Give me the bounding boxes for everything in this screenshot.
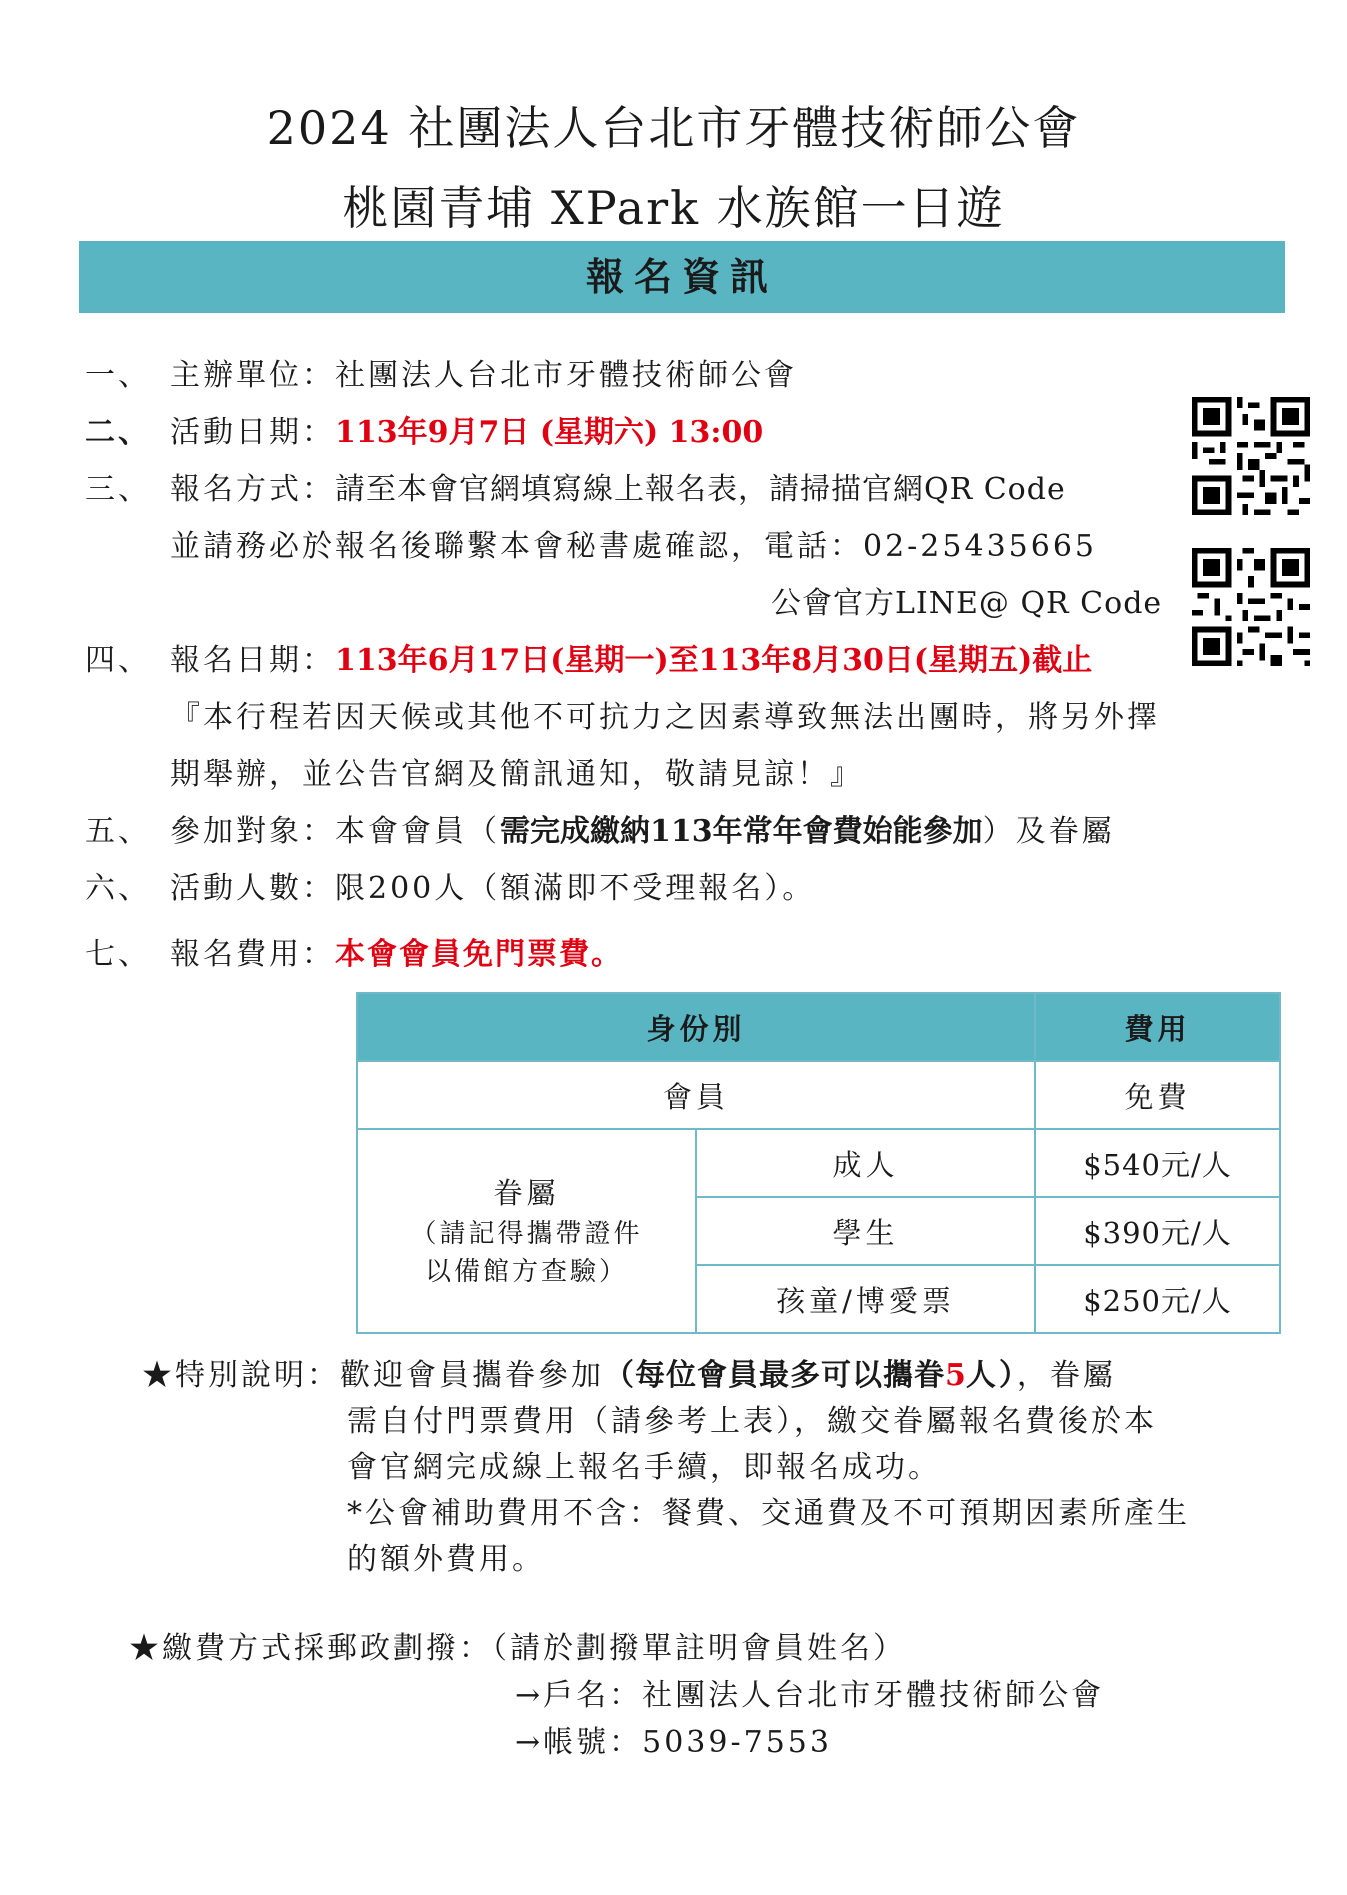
title-line-1: 2024 社團法人台北市牙體技術師公會 <box>266 101 1081 155</box>
weather-note-line-1: 『本行程若因天候或其他不可抗力之因素導致無法出團時，將另外擇 <box>170 700 1160 735</box>
table-row <box>357 1129 1280 1197</box>
event-date-value: 113年9月7日 (星期六) 13:00 <box>335 415 764 450</box>
item-label: 參加對象： <box>170 814 335 849</box>
weather-note-line-2: 期舉辦，並公告官網及簡訊通知，敬請見諒！』 <box>170 757 863 792</box>
fee-table <box>356 992 1281 1334</box>
capacity-value: 限200人（額滿即不受理報名）。 <box>335 871 816 906</box>
item-number: 六、 <box>85 871 151 906</box>
item-fee <box>85 929 623 973</box>
item-label: 活動人數： <box>170 871 335 906</box>
section-banner: 報名資訊 <box>79 241 1285 313</box>
ticket-fee: $540元/人 <box>1035 1129 1280 1197</box>
registration-phone-line: 並請務必於報名後聯繫本會秘書處確認，電話：02-25435665 <box>170 529 1098 564</box>
item-organizer <box>85 350 797 394</box>
item-label: 報名日期： <box>170 643 335 678</box>
special-count: 5 <box>945 1358 966 1393</box>
ticket-fee: $250元/人 <box>1035 1265 1280 1333</box>
item-registration-period <box>85 635 1092 679</box>
ticket-type: 學生 <box>696 1197 1035 1265</box>
ticket-type: 孩童/博愛票 <box>696 1265 1035 1333</box>
title-line-2: 桃園青埔 XPark 水族館一日遊 <box>342 181 1005 235</box>
item-capacity <box>85 863 815 907</box>
special-bold: （每位會員最多可以攜眷 <box>604 1358 945 1393</box>
item-label: 活動日期： <box>170 415 335 450</box>
header-identity: 身份別 <box>357 993 1035 1061</box>
special-text: 歡迎會員攜眷參加 <box>340 1358 604 1393</box>
eligibility-condition: 需完成繳納113年常年會費始能參加 <box>500 814 983 849</box>
special-note-line-2: 需自付門票費用（請參考上表），繳交眷屬報名費後於本 <box>347 1404 1157 1439</box>
table-row-member <box>357 1061 1280 1129</box>
special-note-line-5: 的額外費用。 <box>347 1542 545 1577</box>
item-label: 報名方式： <box>170 472 335 507</box>
item-number: 七、 <box>85 937 151 972</box>
family-note-2: 以備館方查驗） <box>424 1257 628 1287</box>
item-label: 報名費用： <box>170 937 335 972</box>
fee-free-notice: 本會會員免門票費。 <box>335 937 623 972</box>
family-label: 眷屬 <box>493 1176 560 1210</box>
ticket-type: 成人 <box>696 1129 1035 1197</box>
eligibility-post: ）及眷屬 <box>982 814 1115 849</box>
special-bold: 人） <box>965 1358 1017 1393</box>
line-qr-caption: 公會官方LINE@ QR Code <box>771 586 1163 621</box>
item-number: 一、 <box>85 358 151 393</box>
special-note-line-4: *公會補助費用不含：餐費、交通費及不可預期因素所產生 <box>347 1496 1190 1531</box>
special-text: ，眷屬 <box>1016 1358 1116 1393</box>
item-number: 五、 <box>85 814 151 849</box>
eligibility-pre: 本會會員（ <box>335 814 500 849</box>
special-label: ★特別說明： <box>142 1358 340 1393</box>
item-value: 社團法人台北市牙體技術師公會 <box>335 358 797 393</box>
item-event-date <box>85 407 763 451</box>
item-value: 請至本會官網填寫線上報名表，請掃描官網QR Code <box>335 472 1066 507</box>
payment-method: ★繳費方式採郵政劃撥：（請於劃撥單註明會員姓名） <box>129 1631 906 1666</box>
fee-table-header <box>357 993 1280 1061</box>
item-number: 二、 <box>85 415 151 450</box>
payment-account-number: →帳號：5039-7553 <box>515 1725 832 1760</box>
item-eligibility <box>85 806 1115 850</box>
family-cell <box>357 1129 696 1333</box>
family-note-1: （請記得攜帶證件 <box>410 1219 643 1249</box>
item-registration-method <box>85 464 1066 508</box>
header-fee: 費用 <box>1035 993 1280 1061</box>
item-number: 三、 <box>85 472 151 507</box>
qr-code-line-icon[interactable] <box>1192 548 1310 666</box>
qr-code-official-site-icon[interactable] <box>1192 397 1310 515</box>
registration-period-value: 113年6月17日(星期一)至113年8月30日(星期五)截止 <box>335 643 1093 678</box>
payment-account-name: →戶名：社團法人台北市牙體技術師公會 <box>515 1678 1105 1713</box>
special-note-line-1 <box>142 1350 1116 1394</box>
item-label: 主辦單位： <box>170 358 335 393</box>
special-note-line-3: 會官網完成線上報名手續，即報名成功。 <box>347 1450 941 1485</box>
item-number: 四、 <box>85 643 151 678</box>
member-fee: 免費 <box>1035 1061 1280 1129</box>
member-label: 會員 <box>357 1061 1035 1129</box>
ticket-fee: $390元/人 <box>1035 1197 1280 1265</box>
